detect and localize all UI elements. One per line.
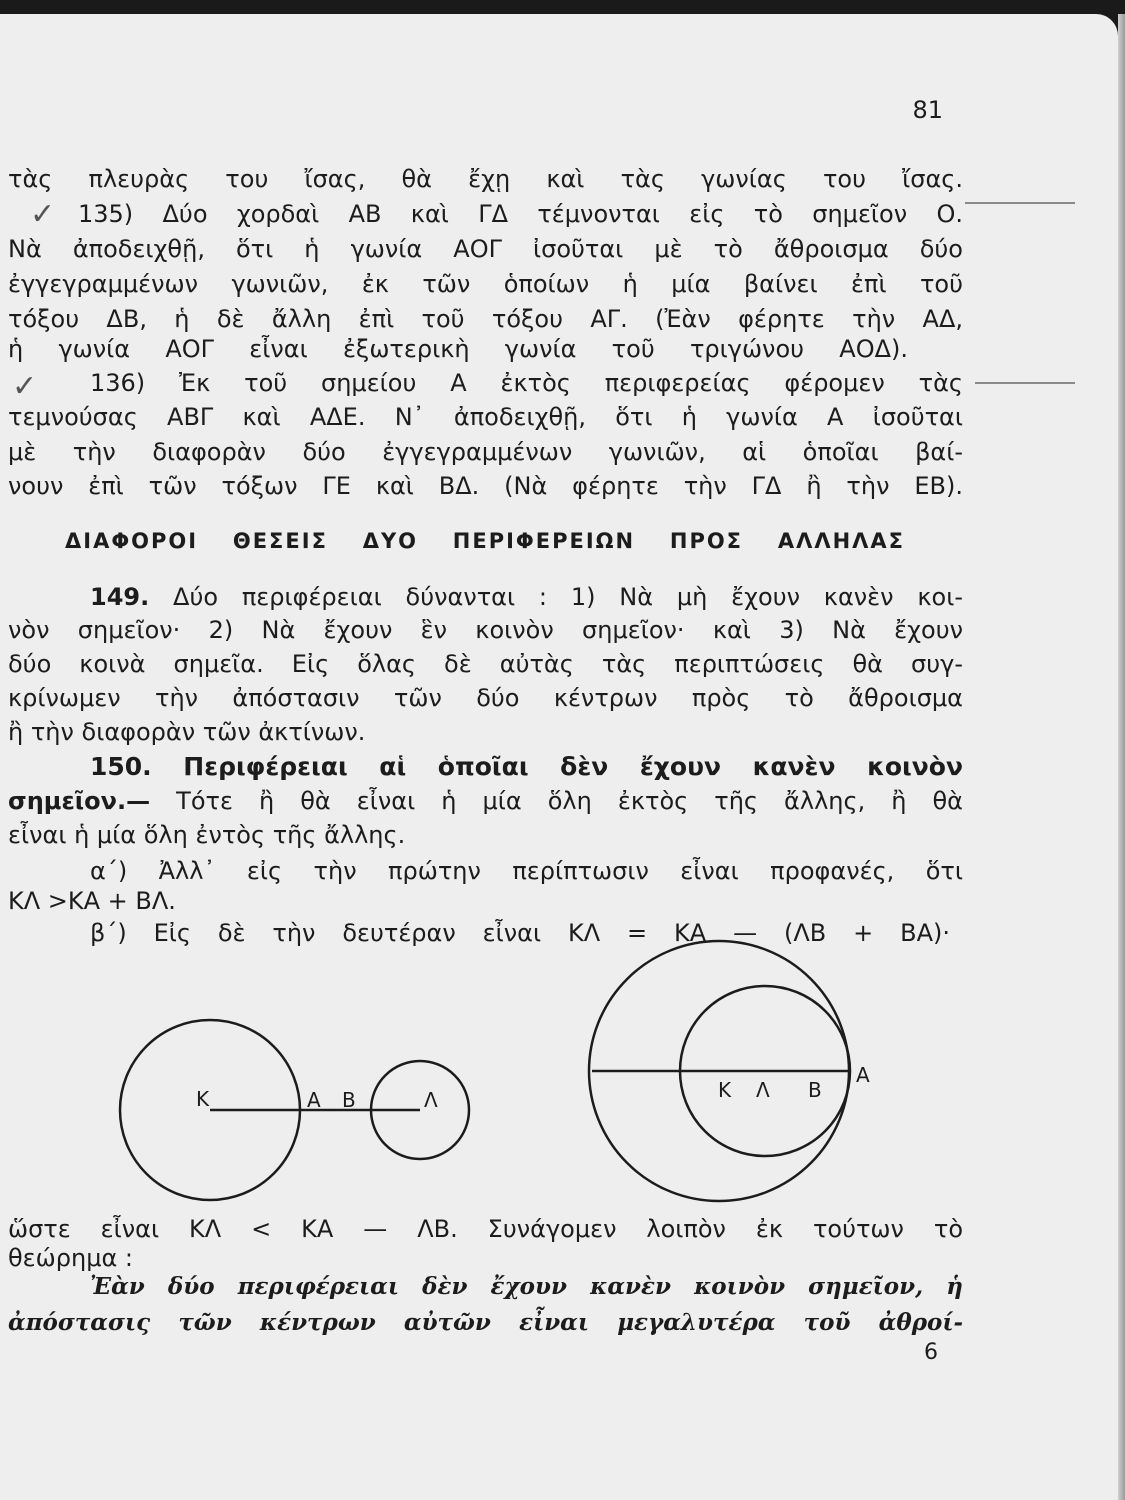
figure-left [120, 1020, 469, 1200]
label-a: Α [856, 1063, 870, 1087]
signature-mark: 6 [924, 1340, 938, 1365]
book-page [0, 14, 1118, 1500]
text-line: τὰς πλευρὰς του ἴσας, θὰ ἔχῃ καὶ τὰς γωνίας του ἴσας. [8, 165, 963, 193]
text-line: κρίνωμεν τὴν ἀπόστασιν τῶν δύο κέντρων πρὸς τὸ ἄθροισμα [8, 684, 963, 712]
paragraph-number: 149. [90, 583, 150, 611]
text-line: ἐγγεγραμμένων γωνιῶν, ἐκ τῶν ὁποίων ἡ μία βαίνει ἐπὶ τοῦ [8, 270, 963, 298]
formula-line: ΚΛ >ΚΑ + ΒΛ. [8, 887, 176, 915]
figure-right [589, 941, 850, 1201]
text-line: β΄) Εἰς δὲ τὴν δευτέραν εἶναι ΚΛ = ΚΑ — (ΛΒ + ΒΑ)· [90, 919, 950, 947]
text-line: τόξου ΔΒ, ἡ δὲ ἄλλη ἐπὶ τοῦ τόξου ΑΓ. (Ἐὰν φέρητε τὴν ΑΔ, [8, 305, 963, 333]
text-line: ὥστε εἶναι ΚΛ < ΚΑ — ΛΒ. Συνάγομεν λοιπὸν ἐκ τούτων τὸ [8, 1215, 963, 1243]
page-number: 81 [912, 96, 943, 124]
label-a: Α [307, 1088, 321, 1112]
check-mark-icon: ✓ [30, 197, 56, 232]
text-line: ἡ γωνία ΑΟΓ εἶναι ἐξωτερικὴ γωνία τοῦ τριγώνου ΑΟΔ). [8, 335, 908, 363]
label-k: Κ [196, 1087, 210, 1111]
label-b: Β [342, 1088, 356, 1112]
text-line: τεμνούσας ΑΒΓ καὶ ΑΔΕ. Ν᾽ ἀποδειχθῇ, ὅτι ἡ γωνία Α ἰσοῦται [8, 403, 963, 431]
text-line: 135) Δύο χορδαὶ ΑΒ καὶ ΓΔ τέμνονται εἰς τὸ σημεῖον Ο. [78, 200, 963, 228]
text-line: εἶναι ἡ μία ὅλη ἐντὸς τῆς ἄλλης. [8, 821, 406, 849]
paragraph-number: 150. [90, 752, 152, 781]
text-fragment: Δύο περιφέρειαι δύνανται : 1) Νὰ μὴ ἔχουν κανὲν κοι- [173, 583, 963, 611]
text-fragment: Τότε ἢ θὰ εἶναι ἡ μία ὅλη ἐκτὸς τῆς ἄλλης, ἢ θὰ [176, 787, 963, 815]
text-line: νουν ἐπὶ τῶν τόξων ΓΕ καὶ ΒΔ. (Νὰ φέρητε τὴν ΓΔ ἢ τὴν ΕΒ). [8, 472, 963, 500]
check-mark-icon: ✓ [12, 369, 38, 404]
text-line: δύο κοινὰ σημεῖα. Εἰς ὅλας δὲ αὐτὰς τὰς περιπτώσεις θὰ συγ- [8, 650, 963, 678]
text-fragment: Περιφέρειαι αἱ ὁποῖαι δὲν ἔχουν κανὲν κοινὸν [183, 752, 963, 781]
label-b: Β [808, 1078, 822, 1102]
theorem-line: ἀπόστασις τῶν κέντρων αὐτῶν εἶναι μεγαλυτέρα τοῦ ἀθροί- [8, 1309, 963, 1336]
page-edge [1118, 14, 1125, 1500]
figure-left-labels [196, 1087, 438, 1112]
label-k: Κ [718, 1078, 732, 1102]
text-line: ἢ τὴν διαφορὰν τῶν ἀκτίνων. [8, 718, 366, 746]
text-line: μὲ τὴν διαφορὰν δύο ἐγγεγραμμένων γωνιῶν, αἱ ὁποῖαι βαί- [8, 438, 963, 466]
label-lambda: Λ [756, 1078, 770, 1102]
text-line: 136) Ἐκ τοῦ σημείου Α ἐκτὸς περιφερείας φέρομεν τὰς [90, 369, 963, 397]
text-fragment: σημεῖον.— [8, 787, 151, 815]
text-line: α΄) Ἀλλ᾽ εἰς τὴν πρώτην περίπτωσιν εἶναι προφανές, ὅτι [90, 857, 963, 885]
section-heading: ΔΙΑΦΟΡΟΙ ΘΕΣΕΙΣ ΔΥΟ ΠΕΡΙΦΕΡΕΙΩΝ ΠΡΟΣ ΑΛΛΗΛΑΣ [65, 529, 905, 553]
label-lambda: Λ [424, 1088, 438, 1112]
text-line: Νὰ ἀποδειχθῇ, ὅτι ἡ γωνία ΑΟΓ ἰσοῦται μὲ τὸ ἄθροισμα δύο [8, 235, 963, 263]
theorem-line: Ἐὰν δύο περιφέρειαι δὲν ἔχουν κανὲν κοινὸν σημεῖον, ἡ [90, 1273, 963, 1300]
text-line: θεώρημα : [8, 1244, 134, 1272]
text-line: νὸν σημεῖον· 2) Νὰ ἔχουν ἓν κοινὸν σημεῖον· καὶ 3) Νὰ ἔχουν [8, 616, 963, 644]
